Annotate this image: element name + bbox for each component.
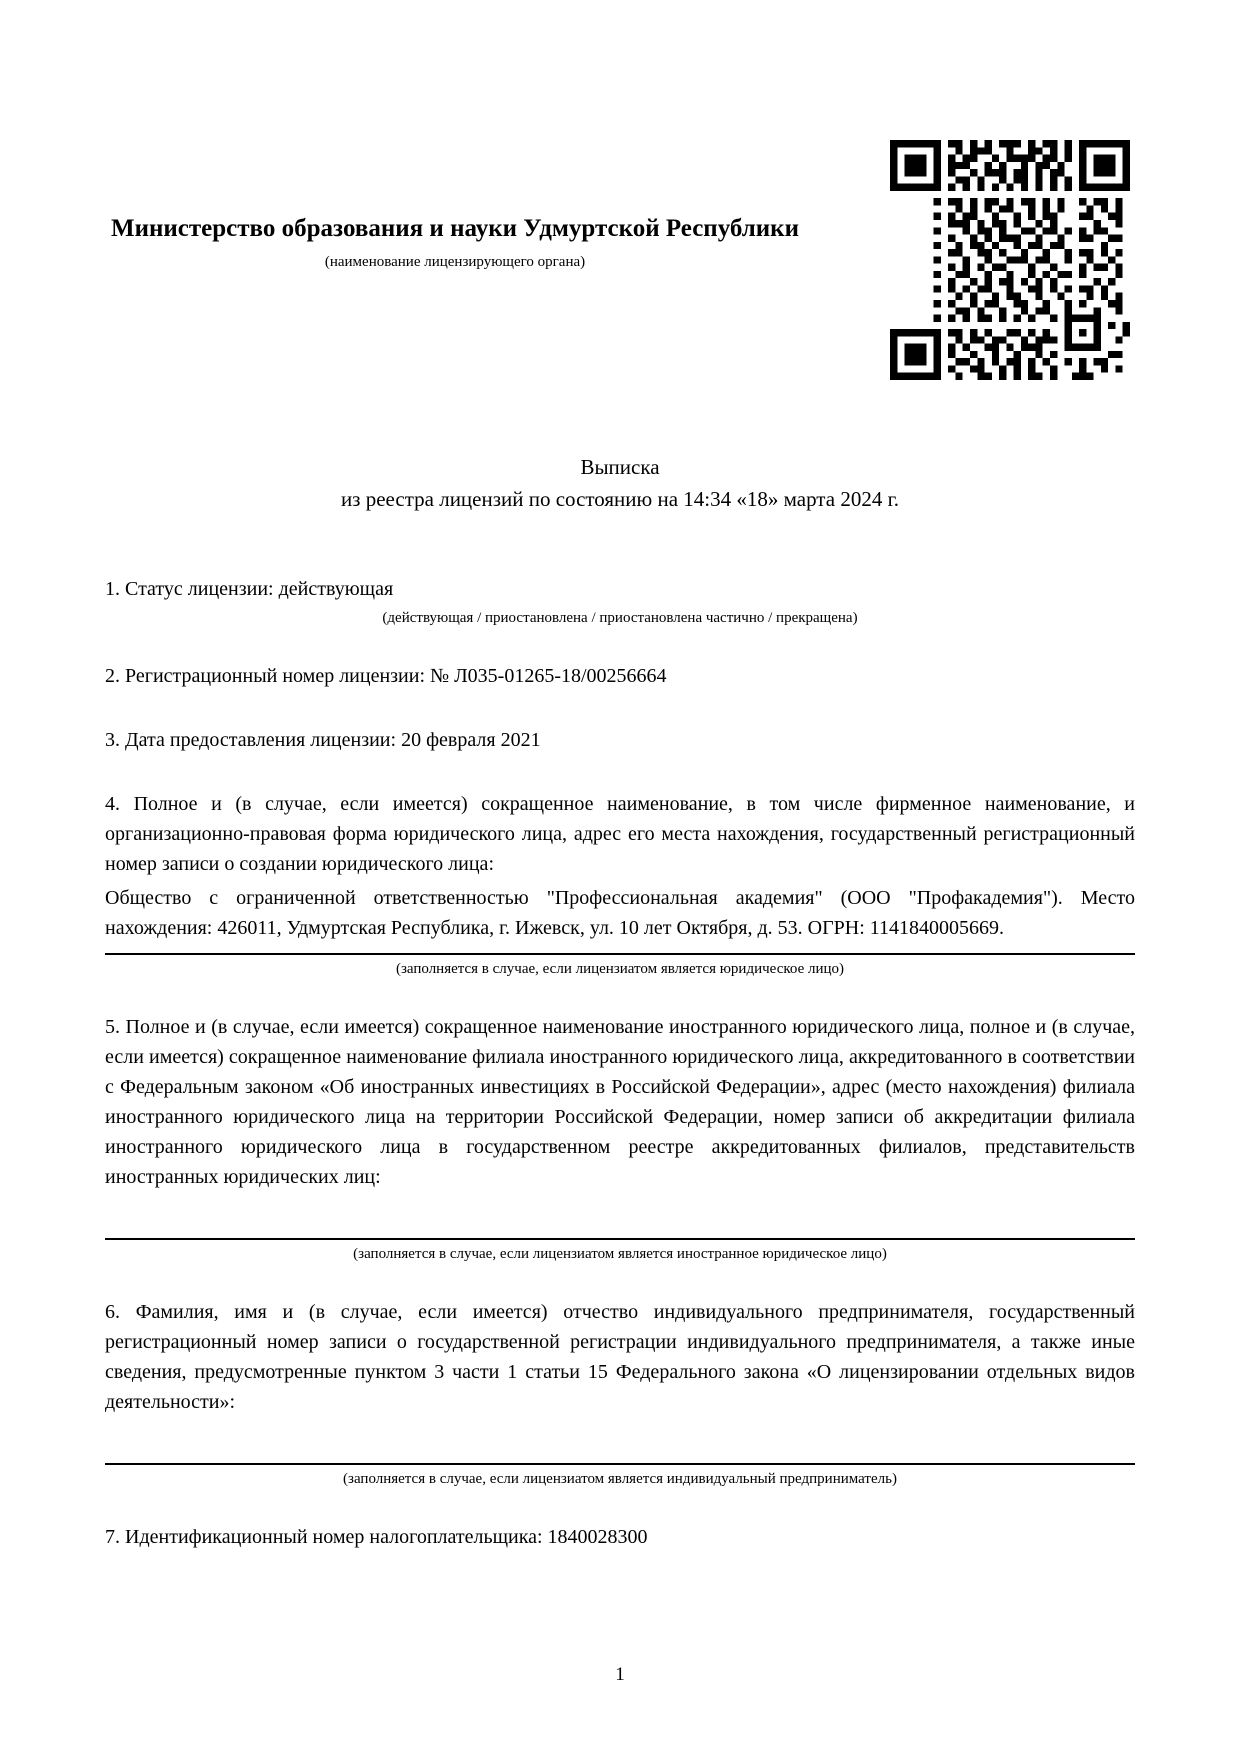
item-legal-entity-note: (заполняется в случае, если лицензиатом является юридическое лицо) <box>395 960 845 977</box>
item-license-number: 2. Регистрационный номер лицензии: № Л035-01265-18/00256664 <box>105 664 667 687</box>
item-status-note: (действующая / приостановлена / приостановлена частично / прекращена) <box>382 609 858 626</box>
document-title-line1: Выписка <box>580 454 660 479</box>
organization-name: Министерство образования и науки Удмуртской Республики <box>111 215 799 242</box>
item-entrepreneur-rule <box>105 1463 1135 1465</box>
item-legal-entity-rule <box>105 953 1135 955</box>
item-taxpayer-number: 7. Идентификационный номер налогоплательщика: 1840028300 <box>105 1525 648 1548</box>
item-entrepreneur-note: (заполняется в случае, если лицензиатом является индивидуальный предприниматель) <box>343 1470 897 1487</box>
qr-code <box>890 140 1130 380</box>
item-legal-entity-label: 4. Полное и (в случае, если имеется) сокращенное наименование, в том числе фирменное наименование, и организационно-правовая форма юридического лица, адрес его места нахождения, государственный регистрационный номер записи о создании юридического лица: <box>105 792 1135 875</box>
document-title-line2: из реестра лицензий по состоянию на 14:34 «18» марта 2024 г. <box>340 487 900 512</box>
page-number: 1 <box>615 1664 625 1685</box>
item-foreign-entity-note: (заполняется в случае, если лицензиатом является иностранное юридическое лицо) <box>353 1245 887 1262</box>
item-foreign-entity-label: 5. Полное и (в случае, если имеется) сокращенное наименование иностранного юридического лица, полное и (в случае, если имеется) сокращенное наименование филиала иностранного юридического лица, аккредитованного в соответствии с Федеральным законом «Об иностранных инвестициях в Российской Федерации», адрес (место нахождения) филиала иностранного юридического лица на территории Российской Федерации, номер записи об аккредитации филиала иностранного юридического лица в государственном реестре аккредитованных филиалов, представительств иностранных юридических лиц: <box>105 1015 1135 1188</box>
item-license-date: 3. Дата предоставления лицензии: 20 февраля 2021 <box>105 728 541 751</box>
item-foreign-entity-rule <box>105 1238 1135 1240</box>
document-title <box>105 451 1135 516</box>
item-entrepreneur-label: 6. Фамилия, имя и (в случае, если имеется) отчество индивидуального предпринимателя, государственный регистрационный номер записи о государственной регистрации индивидуального предпринимателя, а также иные сведения, предусмотренные пунктом 3 части 1 статьи 15 Федерального закона «О лицензировании отдельных видов деятельности»: <box>105 1300 1135 1413</box>
item-status: 1. Статус лицензии: действующая <box>105 577 394 600</box>
item-legal-entity-body: Общество с ограниченной ответственностью "Профессиональная академия" (ООО "Профакадемия"). Место нахождения: 426011, Удмуртская Республика, г. Ижевск, ул. 10 лет Октября, д. 53. ОГРН: 1141840005669. <box>105 886 1135 939</box>
organization-caption: (наименование лицензирующего органа) <box>324 253 586 270</box>
